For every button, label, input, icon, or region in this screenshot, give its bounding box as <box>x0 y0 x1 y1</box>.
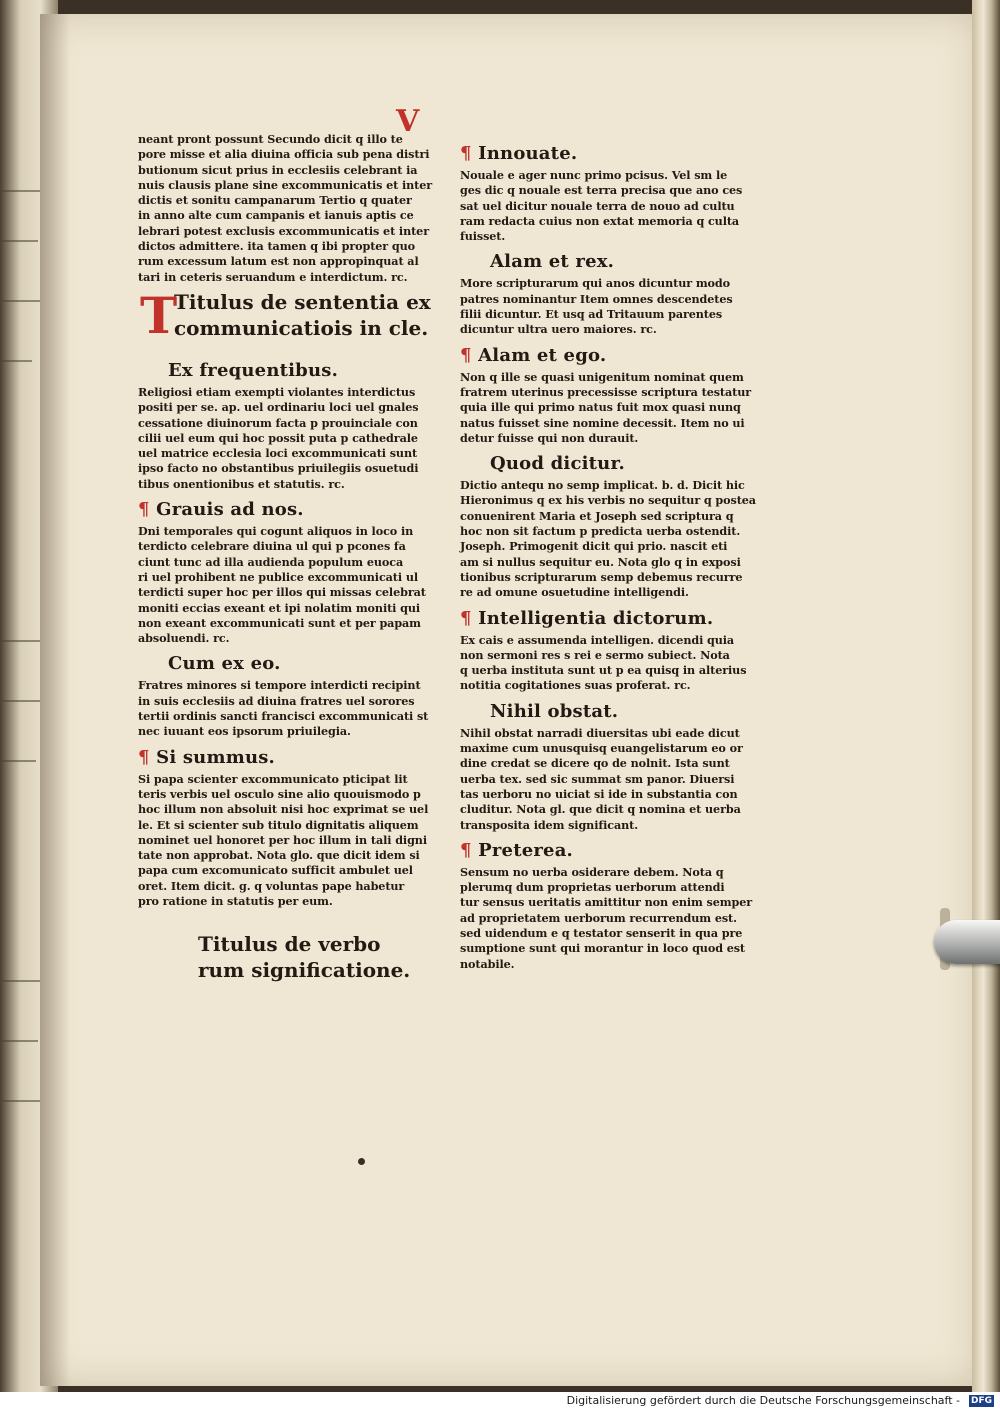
text-line: dicuntur ultra uero maiores. rc. <box>460 322 657 337</box>
text-line: Sensum no uerba osiderare debem. Nota q <box>460 864 724 879</box>
text-line: filii dicuntur. Et usq ad Tritauum parentes <box>460 307 723 322</box>
text-line: More scripturarum qui anos dicuntur modo <box>460 276 731 291</box>
paragraph <box>138 678 428 739</box>
section-heading <box>460 342 772 370</box>
titulus-heading <box>138 931 428 983</box>
text-line: teris verbis uel osculo sine alio quouismodo p <box>138 786 421 801</box>
paragraph <box>138 385 428 492</box>
titulus-heading <box>138 285 431 345</box>
text-line: hoc illum non absoluit nisi hoc exprimat se uel <box>138 802 429 817</box>
section-heading: Nihil obstat. <box>490 700 619 722</box>
text-line: maxime cum unusquisq euangelistarum eo or <box>460 741 743 756</box>
text-line: uerba tex. sed sic summat sm panor. Diuersi <box>460 771 735 786</box>
paragraph <box>138 524 428 646</box>
text-line: notabile. <box>460 956 515 971</box>
titulus-line: rum significatione. <box>198 958 411 983</box>
left-column <box>138 132 433 983</box>
text-line: dictis et sonitu campanarum Tertio q quater <box>138 193 412 208</box>
section-heading-text: Grauis ad nos. <box>156 499 304 521</box>
text-line: patres nominantur Item omnes descendetes <box>460 291 733 306</box>
text-line: ad proprietatem uerborum recurrendum est. <box>460 910 737 925</box>
text-line: positi per se. ap. uel ordinariu loci uel gnales <box>138 400 419 415</box>
section-heading: Ex frequentibus. <box>168 359 339 381</box>
paragraph <box>460 726 772 833</box>
paragraph <box>138 772 428 910</box>
text-line: tionibus scripturarum semp debemus recurre <box>460 569 743 584</box>
text-line: sat uel dicitur nouale terra de nouo ad cultu <box>460 198 735 213</box>
rubric-initial: T <box>140 285 178 345</box>
section-heading <box>460 837 772 865</box>
text-line: tate non approbat. Nota glo. que dicit idem si <box>138 848 420 863</box>
paragraph <box>460 168 772 244</box>
rubric-mark: ¶ <box>460 839 479 861</box>
rubric-mark: ¶ <box>460 344 479 366</box>
text-line: ipso facto no obstantibus priuilegiis osuetudi <box>138 461 419 476</box>
paragraph <box>460 478 772 600</box>
titulus-line: Titulus de verbo <box>198 932 381 957</box>
text-line: fratrem uterinus precessisse scriptura testatur <box>460 384 752 399</box>
paragraph <box>460 276 772 337</box>
text-line: detur fuisse qui non durauit. <box>460 430 639 445</box>
text-line: pore misse et alia diuina officia sub pena distri <box>138 147 430 162</box>
text-line: cessatione diuinorum facta p prouinciale con <box>138 415 418 430</box>
text-line: hoc non sit factum p predicta uerba ostendit. <box>460 524 741 539</box>
text-line: tari in ceteris seruandum e interdictum. rc. <box>138 269 408 284</box>
text-line: absoluendi. rc. <box>138 631 230 646</box>
titulus-line: communicatiois in cle. <box>174 315 429 340</box>
section-heading <box>138 496 428 524</box>
section-heading: Cum ex eo. <box>168 653 281 675</box>
text-line: non exeant excommunicati sunt et per papam <box>138 615 421 630</box>
gutter-shadow <box>40 14 70 1386</box>
text-line: Non q ille se quasi unigenitum nominat quem <box>460 369 744 384</box>
section-heading-text: Innouate. <box>478 143 578 164</box>
text-line: ram redacta cuius non extat memoria q culta <box>460 213 740 228</box>
section-heading-text: Si summus. <box>156 746 276 768</box>
text-line: q uerba instituta sunt ut p ea quisq in alterius <box>460 663 747 678</box>
text-line: dictos admittere. ita tamen q ibi propter quo <box>138 239 416 254</box>
section-heading <box>138 744 428 772</box>
text-line: tertii ordinis sancti francisci excommunicati st <box>138 709 429 724</box>
text-line: terdicto celebrare diuina ul qui p pcones fa <box>138 539 406 554</box>
titulus-line: Titulus de sententia ex <box>174 289 431 314</box>
text-line: tur sensus ueritatis amittitur non enim semper <box>460 895 753 910</box>
text-line: non sermoni res s rei e sermo subiect. Nota <box>460 647 730 662</box>
text-line: natus fuisset sine nomine decessit. Item no ui <box>460 415 745 430</box>
text-line: moniti eccias exeant et ipi nolatim moniti qui <box>138 600 421 615</box>
text-line: Si papa scienter excommunicato pticipat lit <box>138 771 408 786</box>
credit-bar <box>0 1392 1000 1410</box>
section-heading-text: Preterea. <box>478 839 574 861</box>
section-heading <box>460 605 772 633</box>
text-line: plerumq dum proprietas uerborum attendi <box>460 880 725 895</box>
text-line: dine credat se dicere qo de nolnit. Ista sunt <box>460 756 730 771</box>
section-heading: Alam et rex. <box>490 251 615 273</box>
text-line: sumptione sunt qui morantur in loco quod est <box>460 941 745 956</box>
text-line: transposita idem significant. <box>460 817 638 832</box>
text-line: cluditur. Nota gl. que dicit q nomina et uerba <box>460 802 741 817</box>
text-line: nec iuuant eos ipsorum priuilegia. <box>138 724 351 739</box>
right-column <box>460 140 772 972</box>
text-line: ges dic q nouale est terra precisa que ano ces <box>460 183 743 198</box>
text-line: Fratres minores si tempore interdicti recipint <box>138 678 421 693</box>
text-line: Ex cais e assumenda intelligen. dicendi quia <box>460 632 735 647</box>
text-line: nuis clausis plane sine excommunicatis et inter <box>138 177 433 192</box>
text-line: re ad omune osuetudine intelligendi. <box>460 585 689 600</box>
text-line: rum excessum latum est non appropinquat al <box>138 254 419 269</box>
paragraph <box>460 633 772 694</box>
text-line: quia ille qui primo natus fuit mox quasi nunq <box>460 400 741 415</box>
text-line: in suis ecclesiis ad diuina fratres uel sorores <box>138 693 415 708</box>
text-line: am si nullus sequitur eu. Nota glo q in exposi <box>460 554 741 569</box>
metal-clip-icon <box>934 920 1000 964</box>
text-line: sed uidendum e q testator senserit in qua pre <box>460 925 743 940</box>
text-line: conuenirent Maria et Joseph sed scriptura q <box>460 508 734 523</box>
section-heading: Quod dicitur. <box>490 453 625 475</box>
text-line: tibus onentionibus et statutis. rc. <box>138 476 345 491</box>
section-heading-text: Intelligentia dictorum. <box>478 607 714 629</box>
folio-number: V <box>396 104 422 139</box>
section-heading-text: Alam et ego. <box>478 344 607 366</box>
text-line: ciunt tunc ad illa audienda populum euoca <box>138 554 404 569</box>
text-line: cilii uel eum qui hoc possit puta p cathedrale <box>138 430 418 445</box>
section-heading <box>460 140 772 168</box>
rubric-mark: ¶ <box>460 607 479 629</box>
rubric-mark: ¶ <box>460 143 479 164</box>
text-line: lebrari potest exclusis excommunicatis et inter <box>138 223 429 238</box>
text-line: le. Et si scienter sub titulo dignitatis aliquem <box>138 817 419 832</box>
text-line: Religiosi etiam exempti violantes interdictus <box>138 384 416 399</box>
paragraph <box>460 370 772 446</box>
text-line: uel matrice ecclesia loci excommunicati sunt <box>138 446 418 461</box>
dfg-logo: DFG <box>970 1396 992 1406</box>
text-line: tas uerboru no uiciat si ide in substantia con <box>460 786 738 801</box>
text-line: butionum sicut prius in ecclesiis celebrant ia <box>138 162 418 177</box>
text-line: notitia cogitationes suas proferat. rc. <box>460 678 691 693</box>
text-line: fuisset. <box>460 229 506 244</box>
text-line: ri uel prohibent ne publice excommunicati ul <box>138 569 418 584</box>
text-line: Dni temporales qui cogunt aliquos in loco in <box>138 524 414 539</box>
paragraph <box>460 865 772 972</box>
text-line: Hieronimus q ex his verbis no sequitur q postea <box>460 493 756 508</box>
text-line: papa cum excomunicato sufficit ambulet uel <box>138 863 413 878</box>
paragraph-continuation <box>138 132 433 285</box>
text-line: Nouale e ager nunc primo pcisus. Vel sm le <box>460 168 728 182</box>
text-line: pro ratione in statutis per eum. <box>138 893 333 908</box>
text-line: Joseph. Primogenit dicit qui prio. nascit eti <box>460 539 728 554</box>
ink-spot <box>358 1158 365 1165</box>
text-line: Nihil obstat narradi diuersitas ubi eade dicut <box>460 725 740 740</box>
rubric-mark: ¶ <box>138 499 157 521</box>
text-line: neant pront possunt Secundo dicit q illo te <box>138 132 403 146</box>
text-line: oret. Item dicit. g. q voluntas pape habetur <box>138 878 405 893</box>
text-line: in anno alte cum campanis et ianuis aptis ce <box>138 208 414 223</box>
text-line: Dictio antequ no semp implicat. b. d. Dicit hic <box>460 478 745 493</box>
page-edge <box>972 0 1000 1392</box>
rubric-mark: ¶ <box>138 746 157 768</box>
text-line: terdicti super hoc per illos qui missas celebrat <box>138 585 426 600</box>
text-line: nominet uel honoret per hoc illum in tali digni <box>138 832 427 847</box>
credit-text: Digitalisierung gefördert durch die Deutsche Forschungsgemeinschaft - <box>566 1394 960 1407</box>
